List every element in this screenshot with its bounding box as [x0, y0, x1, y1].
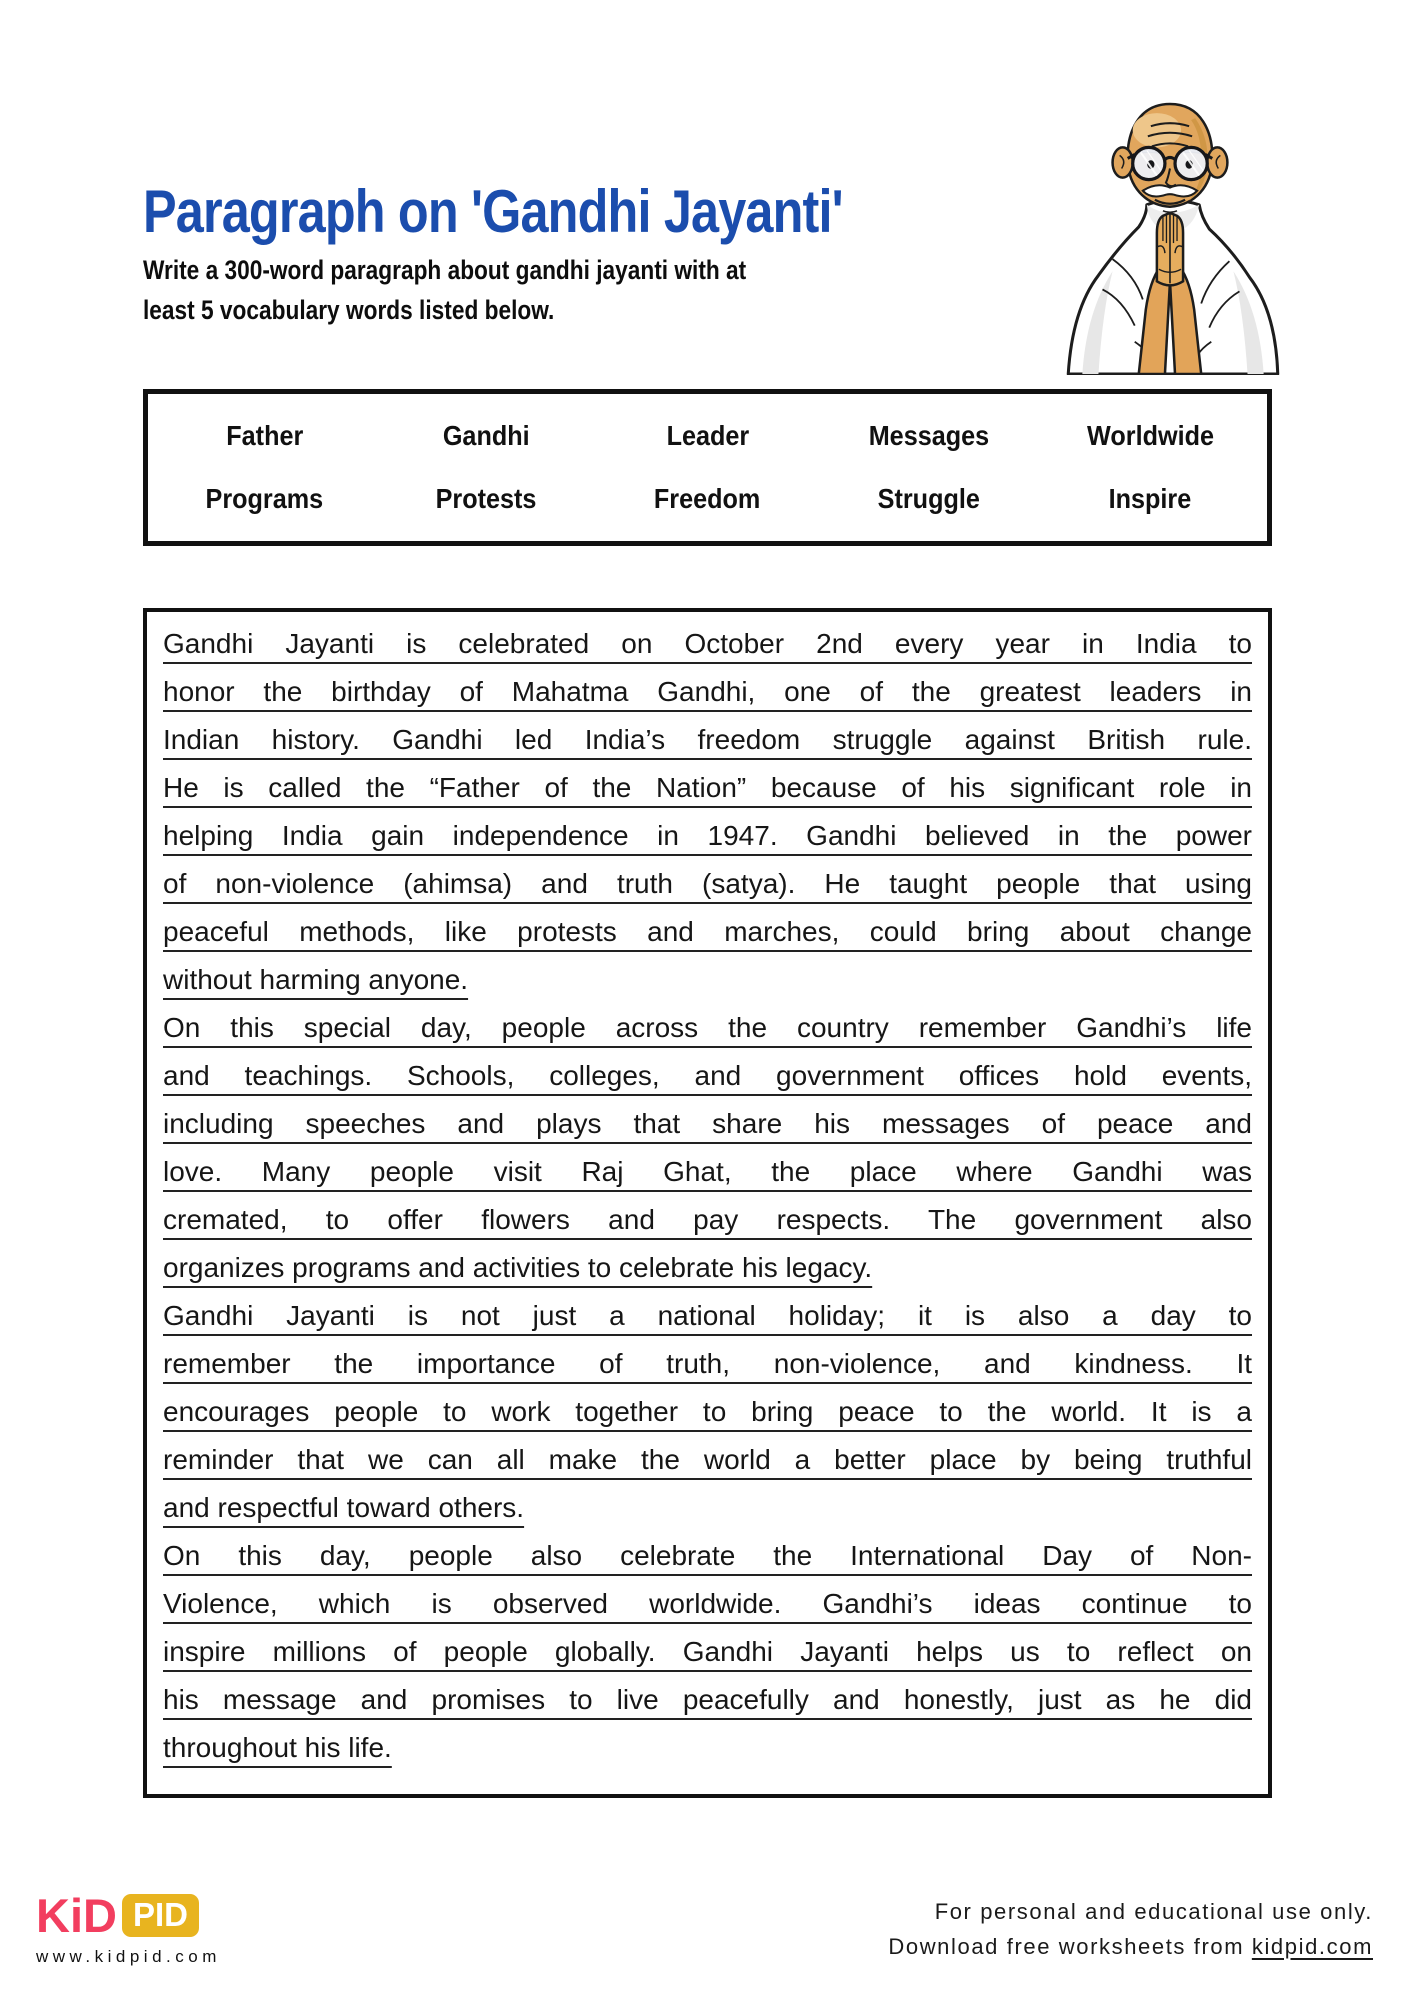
usage-line-1: For personal and educational use only.: [934, 1899, 1373, 1924]
logo-pid-badge: PID: [122, 1894, 199, 1937]
instructions-line-2: least 5 vocabulary words listed below.: [143, 295, 555, 325]
kidpid-logo: [36, 1889, 221, 1967]
vocab-word: Inspire: [1108, 483, 1192, 515]
essay-line: organizes programs and activities to celebrate his legacy.: [163, 1252, 873, 1283]
essay-line: He is called the “Father of the Nation” because of his significant role in: [163, 772, 1252, 803]
essay-line: Gandhi Jayanti is celebrated on October 2nd every year in India to: [163, 628, 1252, 659]
essay-line: reminder that we can all make the world a better place by being truthful: [163, 1444, 1252, 1475]
essay-line: On this special day, people across the country remember Gandhi’s life: [163, 1012, 1252, 1043]
instructions-line-1: Write a 300-word paragraph about gandhi jayanti with at: [143, 255, 747, 285]
vocab-word: Programs: [205, 483, 324, 515]
essay-line: love. Many people visit Raj Ghat, the place where Gandhi was: [163, 1156, 1252, 1187]
essay-line: Indian history. Gandhi led India’s freedom struggle against British rule.: [163, 724, 1252, 755]
essay-line: of non-violence (ahimsa) and truth (satya). He taught people that using: [163, 868, 1252, 899]
vocab-word: Father: [226, 419, 304, 451]
essay-line: peaceful methods, like protests and marches, could bring about change: [163, 916, 1252, 947]
essay-line: inspire millions of people globally. Gandhi Jayanti helps us to reflect on: [163, 1636, 1252, 1667]
essay-line: and teachings. Schools, colleges, and government offices hold events,: [163, 1060, 1252, 1091]
essay-line: cremated, to offer flowers and pay respects. The government also: [163, 1204, 1252, 1235]
essay-line: Gandhi Jayanti is not just a national holiday; it is also a day to: [163, 1300, 1252, 1331]
essay-line: and respectful toward others.: [163, 1492, 525, 1523]
essay-line: Violence, which is observed worldwide. Gandhi’s ideas continue to: [163, 1588, 1252, 1619]
vocab-word: Struggle: [877, 483, 980, 515]
vocab-word: Worldwide: [1086, 419, 1214, 451]
kidpid-link[interactable]: kidpid.com: [1251, 1934, 1373, 1959]
essay-line: remember the importance of truth, non-violence, and kindness. It: [163, 1348, 1252, 1379]
essay-line: throughout his life.: [163, 1732, 392, 1763]
vocab-word: Leader: [666, 419, 749, 451]
essay-line: his message and promises to live peacefully and honestly, just as he did: [163, 1684, 1252, 1715]
page-title: Paragraph on 'Gandhi Jayanti': [143, 178, 843, 245]
essay-line: helping India gain independence in 1947. Gandhi believed in the power: [163, 820, 1252, 851]
usage-line-2-text: Download free worksheets from: [888, 1934, 1252, 1959]
essay-line: honor the birthday of Mahatma Gandhi, one of the greatest leaders in: [163, 676, 1252, 707]
essay-box: [143, 608, 1272, 1798]
vocab-word: Gandhi: [442, 419, 530, 451]
instructions: [143, 250, 746, 330]
usage-line-2: [888, 1929, 1373, 1964]
vocab-word: Messages: [868, 419, 990, 451]
essay-line: On this day, people also celebrate the International Day of Non-: [163, 1540, 1252, 1571]
vocab-word: Protests: [435, 483, 537, 515]
essay-line: encourages people to work together to bring peace to the world. It is a: [163, 1396, 1252, 1427]
vocabulary-box: [143, 389, 1272, 546]
usage-note: [888, 1894, 1373, 1964]
essay-line: including speeches and plays that share his messages of peace and: [163, 1108, 1252, 1139]
website-url: www.kidpid.com: [36, 1947, 221, 1966]
essay-line: without harming anyone.: [163, 964, 469, 995]
gandhi-illustration: [1042, 98, 1304, 375]
logo-kid-text: KiD: [36, 1889, 117, 1942]
vocab-word: Freedom: [654, 483, 761, 515]
